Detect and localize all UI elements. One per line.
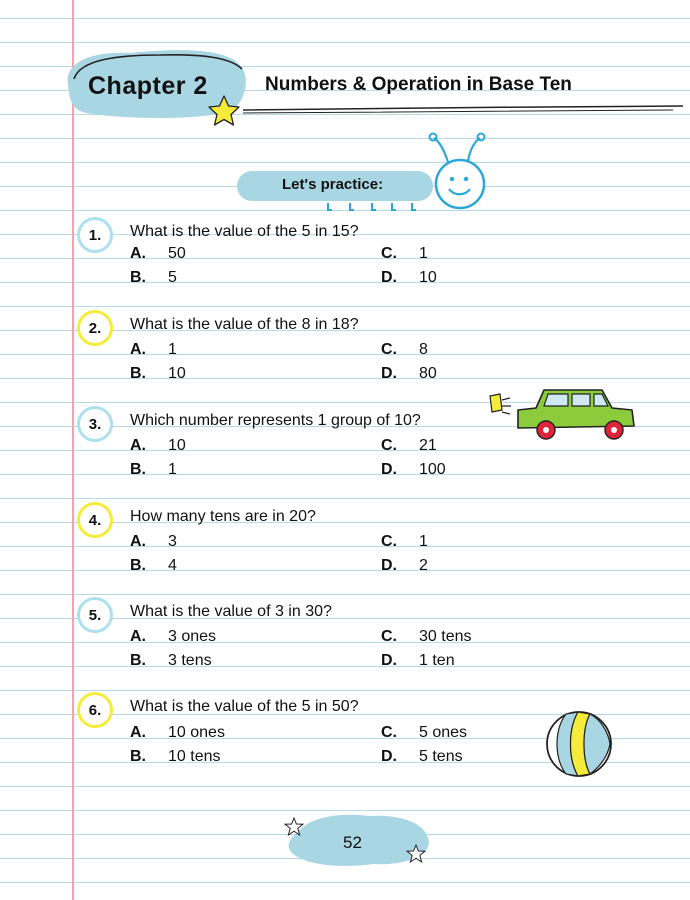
question-number: 4. — [77, 502, 113, 538]
option-letter: A. — [130, 341, 146, 358]
option-letter: C. — [381, 245, 397, 262]
caterpillar-icon — [300, 132, 492, 218]
question-5 — [75, 597, 635, 677]
option-letter: C. — [381, 628, 397, 645]
option-value: 10 — [168, 437, 186, 454]
option-value: 5 — [168, 269, 177, 286]
option-value: 5 ones — [419, 724, 468, 741]
question-text: How many tens are in 20? — [130, 508, 316, 525]
question-number: 3. — [77, 406, 113, 442]
question-4 — [75, 502, 635, 582]
option-value: 2 — [419, 557, 428, 574]
option-value: 10 — [419, 269, 437, 286]
margin-line — [72, 0, 74, 900]
chapter-title: Chapter 2 — [88, 72, 208, 100]
option-letter: D. — [381, 748, 397, 765]
question-number: 2. — [77, 310, 113, 346]
option-letter: B. — [130, 557, 146, 574]
option-value: 3 ones — [168, 628, 217, 645]
option-value: 1 — [419, 533, 428, 550]
option-value: 4 — [168, 557, 177, 574]
option-letter: C. — [381, 341, 397, 358]
question-1 — [75, 217, 635, 297]
question-text: What is the value of the 5 in 15? — [130, 223, 359, 240]
option-value: 1 — [168, 341, 177, 358]
header-underline — [243, 104, 683, 116]
option-letter: A. — [130, 533, 146, 550]
option-letter: D. — [381, 269, 397, 286]
option-value: 100 — [419, 461, 446, 478]
section-title: Numbers & Operation in Base Ten — [265, 74, 572, 95]
option-value: 3 tens — [168, 652, 212, 669]
option-letter: B. — [130, 748, 146, 765]
option-value: 1 — [168, 461, 177, 478]
option-letter: A. — [130, 628, 146, 645]
option-letter: D. — [381, 365, 397, 382]
option-value: 5 tens — [419, 748, 463, 765]
option-letter: B. — [130, 652, 146, 669]
star-icon — [406, 844, 426, 864]
option-letter: C. — [381, 437, 397, 454]
option-value: 8 — [419, 341, 428, 358]
question-text: What is the value of the 8 in 18? — [130, 316, 359, 333]
question-text: Which number represents 1 group of 10? — [130, 412, 421, 429]
option-letter: C. — [381, 533, 397, 550]
question-number: 1. — [77, 217, 113, 253]
option-letter: A. — [130, 245, 146, 262]
option-letter: C. — [381, 724, 397, 741]
option-value: 10 ones — [168, 724, 225, 741]
question-number: 5. — [77, 597, 113, 633]
option-value: 21 — [419, 437, 437, 454]
option-value: 80 — [419, 365, 437, 382]
question-2 — [75, 310, 635, 390]
option-letter: B. — [130, 365, 146, 382]
question-text: What is the value of the 5 in 50? — [130, 698, 359, 715]
star-icon — [284, 817, 304, 837]
page-number: 52 — [343, 833, 362, 852]
option-letter: B. — [130, 461, 146, 478]
option-value: 30 tens — [419, 628, 472, 645]
option-value: 1 ten — [419, 652, 455, 669]
option-letter: D. — [381, 652, 397, 669]
option-value: 10 — [168, 365, 186, 382]
ball-icon — [544, 709, 614, 779]
option-letter: B. — [130, 269, 146, 286]
option-value: 1 — [419, 245, 428, 262]
option-letter: D. — [381, 461, 397, 478]
option-letter: A. — [130, 437, 146, 454]
option-letter: A. — [130, 724, 146, 741]
question-number: 6. — [77, 692, 113, 728]
option-value: 10 tens — [168, 748, 221, 765]
option-letter: D. — [381, 557, 397, 574]
question-text: What is the value of 3 in 30? — [130, 603, 332, 620]
star-icon — [206, 94, 242, 128]
option-value: 50 — [168, 245, 186, 262]
practice-label: Let's practice: — [282, 176, 384, 193]
car-icon — [486, 386, 640, 446]
option-value: 3 — [168, 533, 177, 550]
